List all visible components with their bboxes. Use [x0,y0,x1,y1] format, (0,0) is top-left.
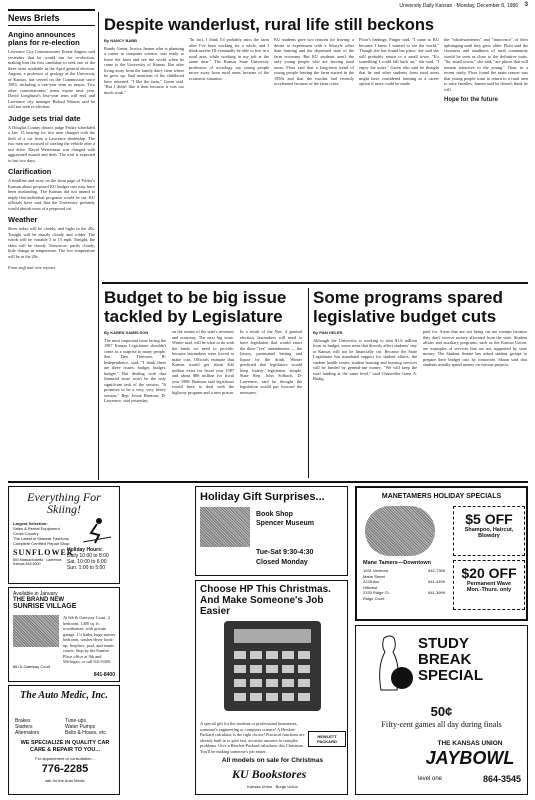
ad-phone: 776-2285 [41,763,89,775]
ad-top: Available in January [13,591,58,597]
ad-union: THE KANSAS UNION [437,740,503,747]
story-column [313,329,417,382]
coupon-price: $20 OFF [461,565,517,581]
location-address: 1031 Vermont [363,568,388,573]
story-column [104,329,166,404]
story-column: paid for. Areas that are not being cut are exempt because they don't receive money allocated from the state. Student affairs and auxiliary programs, such as the Kansas Union, are examples of services that are not supported by state money. The Student Senate has asked student groups to prepare their budget cuts by tomorrow. Shaun said that students usually spend money on various projects. [423,329,527,367]
ad-slogan: WE SPECIALIZE IN QUALITY CAR CARE & REPAIR TO YOU... [20,740,110,753]
ads-rule [8,481,528,483]
skier-illustration [77,515,115,545]
calculator-icon [204,613,341,718]
story-text: Randy Green, Jessica Jansen who is planning a career in computer science, was ready to leave the farm and see the world when he came to the University of Kansas. But after living away from the family dairy farm where he grew up, Saal mentions of his childhood have returned. "I like the farm," Green said. "But I didn't like it then because it was too much work." [104,45,184,95]
bowling-illustration [362,634,417,694]
ad-hp-calculator [195,580,348,795]
ad-name: SUNRISE VILLAGE [13,603,77,610]
ad-manetamers [355,486,528,621]
wanderlust-body [104,37,528,272]
ad-services-left [15,718,39,736]
ad-list-item: The Latest in Skiwear Fashions [13,536,69,541]
ad-appointment: For appointment or consultation... [35,756,95,761]
brief-head: Judge sets trial date [8,113,81,123]
gift-illustration [200,507,250,547]
byline: By PAM HELER [313,330,343,335]
coupon-line: Shampoo, Haircut, [464,527,514,533]
ad-list-item: Sales & Rental Equipment [13,526,60,531]
townhouse-illustration [13,615,59,647]
brief-body: Lawrence City Commissioner Ernest Angino said yesterday that he would run for re-election, making him the first candidate to seek one of the three seats available in the April general election. Angino, a professor of geology at the University of Kansas, has served on the Commission since 1983, including a one-year term as mayor. Two other commissioners' terms expire next year. David Longhurst's four-year term will end, and Lawrence city manager Buford Watson said he will not seek re-election. [8,49,95,109]
ad-description: At 6th & Gateway Court, 2 bedroom, 1400 sq. ft. townhouses, with private garage, 1½ baths, huge master bedroom, washer/dryer hook-up, fireplace, pool, and tennis courts. Stop by the Sunrise Place office at 9th and Michigan, or call 841-8400. [63,615,116,664]
ad-list-head: Largest Selection: [13,521,48,526]
location-phone: 841-3999 [428,590,445,595]
ad-body: A special gift for the students or professional businesses, someone's engineering or computer science! A Hewlett-Packard calculator is the right choice! Practical functions are already built in to give fast, accurate answers to complex problems. Give a Hewlett-Packard calculator this Christmas. You'll be making someone's job easier. [200,721,305,754]
section-rule [102,282,528,284]
ad-sunrise-village [8,587,120,682]
ad-hours [67,547,117,571]
ad-jaybowl [355,625,528,795]
location-address: 2228 Ala. [363,579,380,584]
location-city: Hillcrest [363,584,378,590]
story-column: KU students gave two reasons for leaving: a desire to experiment with a lifestyle other than farming and the depressed state of the farm economy. But KU students aren't the only young people who are leaving rural areas. Flora said that a long-term trend of young people leaving the farm started in the 1950s and that the exodus had recently accelerated because of the farm crisis. [274,37,354,86]
service-item: Brakes [15,718,31,724]
masthead-date: University Daily Kansan · Monday, December 8, 1986 [399,3,518,9]
skier-icon [77,515,115,545]
coupon-shampoo [453,506,525,556]
ad-hours-line: Sun. 1:00 to 5:00 [67,565,106,571]
ad-list [13,521,73,546]
brief-body: A headline and story on the front page of Friday's Kansan about proposed KU budget cuts may have been misleading. The Kansan did not intend to imply that individual programs would be cut. KU officials have said that the University probably would absorb most of a proposed cut. [8,178,95,211]
ad-hours-head: Holiday Hours: [67,547,103,553]
wanderlust-headline: Despite wanderlust, rural life still beckons [104,16,435,34]
ad-brand: THE BRAND NEW [13,597,64,603]
story-column: Flora's findings: Finger said, "I came to KU because I knew I wanted to see the world." Though she has found her place, she said she will probably return to a small town. "It's something I could fall back on," she said. "I enjoy the quiet." Green also said he thought that he and other students from rural areas might have considered farming as a career option if more could be made. [359,37,439,86]
ad-closed: Closed Monday [256,559,308,566]
story-column: on the strains of the state's revenues and economy. The next big issue, Winter said, will be what to do with the funds we need to provide, because lawmakers were forced to make cuts. Officials estimate that Kansas would get about $42 million extra for fiscal year 1987 and about $86 million for fiscal year 1988. Branson said legislators would have to deal with the highway program and a new prison. [172,329,234,395]
service-item: Water Pumps [65,724,96,730]
ad-tagline: Fifty-cent games all day during finals [381,720,502,729]
page-number: 3 [524,2,528,8]
story-column [104,37,184,95]
programs-body [313,329,528,474]
ad-auto-medic [8,685,120,795]
ad-sunflower [8,486,120,584]
byline: By KAREN SAMELSON [104,330,149,335]
programs-headline: Some programs spared legislative budget cuts [313,288,503,326]
ad-store-locations: Kansas Union · Burge Union [247,784,298,789]
budget-headline: Budget to be big issue tackled by Legislature [104,288,287,326]
story-text: Although the University is working to trim $1.6 million from its budget, some areas that directly affect students' stay at Kansas will not be financially cut. Because the State Legislature has mandated support for student affairs, the student health center, student housing and housing services will be funded by general-use money. "We will keep the total funding at the same level," said Chancellor Gene A. Budig. [313,337,417,381]
ad-list-item: Complete Certified Repair Shop [13,541,70,546]
ad-hours-line: Sat. 10:00 to 6:00 [67,559,107,565]
service-item: Alternators [15,730,40,736]
ad-title: The Auto Medic, Inc. [20,690,108,701]
ad-store: KU Bookstores [232,767,307,781]
coupon-perm [453,560,525,610]
ad-phone: 841-8400 [93,672,115,678]
location-phone: 842-7355 [428,568,445,573]
column-rule [308,288,309,478]
bowling-pin-icon [362,634,417,694]
service-item: Starters [15,724,33,730]
ad-services-right [65,718,107,736]
ad-name: Mane Tamers—Downtown [363,560,432,566]
coupon-price: $5 OFF [465,511,513,527]
ad-title: Choose HP This Christmas. And Make Someone's Job Easier [200,584,331,617]
ad-place: Spencer Museum [256,520,314,527]
ad-holiday-gifts [195,486,348,576]
calculator-illustration [204,613,341,718]
coupon-line: Permanent Wave [466,581,512,587]
column-rule [98,12,99,480]
brief-head: Angino announces plans for re-election [8,30,80,47]
location-address: 2333 Ridge Ct. [363,590,390,595]
ad-title: STUDY BREAK SPECIAL [418,635,484,684]
ad-footer: ask for the Auto Medic [45,778,85,783]
story-column: "In fact, I think I'd probably miss the farm after I've been working for a while, and I think maybe I'll eventually be able to live in a rural area, while working in my job at the same time." The Kansas State University professors of sociology say young people move away from rural areas because of the economic situation. [189,37,269,81]
story-column: In a result of the Nov. 4 general election, lawmakers will need to have legislation that would enact the three "yes" amendments — the lottery, parimutuel betting and liquor by the drink. Winter predicted that legislators would keep lottery legislation simple. State Rep. John Solbach, D-Lawrence, said he thought the legislation would put forward the measures. [240,329,302,395]
ad-phone: 864-3545 [482,774,521,784]
story-text: the "wholesomeness" and "innocence" of their upbringing until they grew older. Flora said the closeness and smallness of rural community would be seen as close to the definitive traits. "So, small towns," she said, "are places that will remain attractive to the young." Then, in a recent study, Flora found the main reason was that young people want to return to a rural area to raise families. Jansen said he doesn't think he will. [444,37,528,92]
ad-hours: Tue-Sat 9:30-4:30 [256,549,314,556]
ad-locations [363,568,445,601]
ad-address: 804 Massachusetts · Lawrence, Kansas 843-5000 [13,558,63,566]
ad-store: Book Shop [256,511,293,518]
location-row [363,596,445,602]
brief-head: Clarification [8,167,52,176]
ad-price: 50¢ [430,704,453,719]
service-item: Tune-ups [65,718,86,724]
service-item: Belts & Hoses, etc. [65,730,108,736]
coupon-line: Blowdry [478,533,500,539]
ad-name: JAYBOWL [425,748,515,768]
ad-name: SUNFLOWER [13,548,74,557]
brief-footer: From staff and wire reports [8,265,56,270]
ad-list-item: Cross Country [13,531,39,536]
ad-level: level one [418,776,443,782]
ad-title: MANETAMERS HOLIDAY SPECIALS [381,493,502,500]
brief-body: Skies today will be cloudy, and highs in the 40s. Tonight will be mostly cloudy and colder. The winds will be variable 5 to 15 mph. Tonight, the skies will be cloudy. Tomorrow: partly cloudy, little change in temperature. The low temperature will be in the 20s. [8,226,95,259]
location-city: Mane Street [363,573,385,579]
ad-corner: 6th & Gateway Court [13,664,51,669]
byline: By NANCY BABB [104,38,138,43]
ad-hours-line: Daily 10:00 to 8:00 [67,553,109,559]
story-subhead: Hope for the future [444,97,498,103]
story-column [444,37,528,104]
story-text: The most important issue facing the 1987 Kansas Legislature shouldn't come as a surprise to many people. Sen. Dan Thiessen, R-Independence, said, "I think there are three issues: budget, budget, budget." But dealing with that financial issue won't be the only significant task of the session. "It promises to be a very, very heavy session," Rep. Jessie Branson, D-Lawrence, said yesterday. [104,337,166,403]
ad-footer: All models on sale for Christmas [221,757,324,764]
coupon-line: Mon.-Thurs. only [466,587,512,593]
portrait-illustration [365,506,435,556]
location-city: Ridge Court [363,595,385,601]
brief-head: Weather [8,215,38,224]
ad-title: Holiday Gift Surprises... [200,491,325,503]
location-phone: 841-4499 [428,579,445,584]
ad-brand: HEWLETT PACKARD [308,731,346,747]
news-briefs-label: News Briefs [8,9,95,26]
ad-title: Everything For Skiing! [27,490,101,516]
budget-body [104,329,304,474]
brief-body: A Douglas County district judge Friday scheduled a Jan. 13 hearing for two men charged with the theft of a car from a Lawrence dealership. The two men are accused of stealing the vehicle after a test drive. David Westerman was charged with aggravated assault and theft. The trial is expected to last two days. [8,124,95,163]
